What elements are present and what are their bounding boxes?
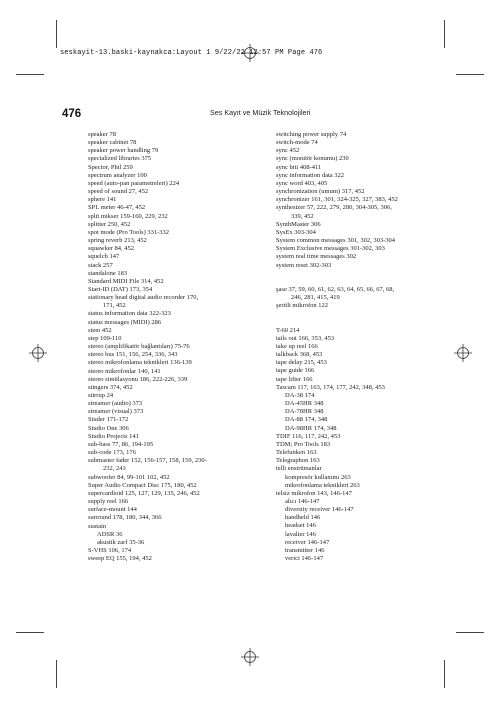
- index-entry: sweep EQ 155, 194, 452: [88, 555, 152, 563]
- index-entry: SynthMaster 306: [276, 220, 321, 228]
- index-entry: switch-mode 74: [276, 139, 318, 147]
- index-entry: System common messages 301, 302, 303-304: [276, 237, 395, 245]
- index-subentry: lavalier 146: [285, 530, 316, 538]
- index-entry: subwoofer 84, 99-101 102, 452: [88, 473, 170, 481]
- index-entry: SysEx 303-304: [276, 228, 316, 236]
- letter-group-gap: [276, 270, 426, 278]
- index-entry: Super Audio Compact Disc 175, 180, 452: [88, 481, 197, 489]
- index-entry: splitter 250, 452: [88, 220, 131, 228]
- index-entry: submaster fader 152, 156-157, 158, 159, 230-: [88, 457, 207, 465]
- index-entry: stirrup 24: [88, 392, 114, 399]
- index-entry: stereo bus 151, 156, 254, 336, 343: [88, 351, 178, 359]
- index-entry: stereo (amplifikatör bağlantıları) 75-76: [88, 343, 190, 351]
- index-entry: Telefunken 163: [276, 449, 317, 457]
- index-entry: stereo mikrofonlar 140, 141: [88, 367, 161, 375]
- index-entry: status information data 322-323: [88, 310, 171, 318]
- index-subentry: DA-78HR 348: [285, 408, 324, 416]
- letter-group-gap: [276, 310, 426, 318]
- index-entry-continuation: 171, 452: [103, 302, 126, 310]
- index-entry: talkback 368, 453: [276, 351, 323, 359]
- index-entry: tails out 166, 353, 453: [276, 334, 335, 342]
- index-entry: Standard MIDI File 314, 452: [88, 277, 164, 285]
- index-entry: tape delay 215, 453: [276, 359, 327, 367]
- crop-mark-top-left-horizontal: [16, 74, 44, 75]
- index-entry: status messages (MIDI) 286: [88, 318, 162, 326]
- index-entry: spot mode (Pro Tools) 331-332: [88, 228, 170, 236]
- index-entry: standalone 183: [88, 269, 128, 277]
- index-entry: telsiz mikrofon 143, 146-147: [276, 489, 352, 497]
- index-entry: spectrum analyzer 100: [88, 171, 147, 179]
- registration-mark-right-icon: [454, 344, 472, 362]
- index-subentry: kompresör kullanımı 263: [285, 473, 351, 481]
- index-subentry: diversity receiver 146-147: [285, 506, 354, 514]
- index-entry-continuation: 246, 281, 415, 419: [291, 294, 340, 302]
- index-entry: squelch 147: [88, 253, 120, 261]
- index-subentry: DA-38 174: [285, 391, 315, 399]
- index-subentry: headset 146: [285, 522, 316, 530]
- registration-mark-top-icon: [241, 44, 259, 62]
- index-entry: sustain: [88, 522, 107, 530]
- index-entry: T-60 214: [276, 326, 300, 334]
- index-entry: supercardioid 125, 127, 129, 135, 246, 452: [88, 489, 200, 497]
- index-subentry: DA-88 174, 348: [285, 416, 328, 424]
- index-entry: SPL meter 46-47, 452: [88, 204, 146, 212]
- index-entry: system reset 302-303: [276, 261, 332, 269]
- index-entry: TDIF 116, 117, 242, 453: [276, 432, 341, 440]
- index-entry: Tascam 117, 163, 174, 177, 242, 348, 453: [276, 383, 385, 391]
- index-entry: sync (monitör konumu) 230: [276, 155, 349, 163]
- index-entry: sphere 141: [88, 196, 117, 204]
- index-entry: specialized libraries 375: [88, 155, 152, 163]
- index-entry: speed of sound 27, 452: [88, 188, 149, 196]
- index-entry: sync biti 408-411: [276, 163, 322, 171]
- index-entry: speaker power handling 79: [88, 147, 159, 155]
- index-entry: şase 37, 59, 60, 61, 62, 63, 64, 65, 66, 67, 68,: [276, 285, 395, 293]
- index-subentry: transmitter 146: [285, 546, 325, 554]
- index-entry: system real time messages 302: [276, 253, 357, 261]
- index-entry: synthesizer 57, 222, 279, 280, 304-305, 306,: [276, 204, 392, 212]
- index-entry: tape lifter 166: [276, 375, 313, 383]
- index-entry: synchronizer 161, 301, 324-325, 327, 383, 452: [276, 196, 398, 204]
- index-entry: streamer (visual) 373: [88, 408, 144, 416]
- index-entry: stingers 374, 452: [88, 383, 133, 391]
- index-subentry: ADSR 36: [97, 530, 123, 538]
- index-subentry: receiver 146-147: [285, 538, 330, 546]
- index-entry: TDM; Pro Tools 183: [276, 440, 331, 448]
- index-column-left: [88, 131, 228, 563]
- index-entry: surface-mount 144: [88, 506, 137, 514]
- index-entry: stem 452: [88, 326, 112, 334]
- index-subentry: handheld 146: [285, 514, 321, 522]
- index-entry: streamer (audio) 373: [88, 400, 143, 408]
- index-entry: synchronization (umum) 317, 452: [276, 188, 365, 196]
- index-entry: speaker 78: [88, 131, 116, 138]
- index-entry-continuation: 339, 452: [291, 212, 314, 220]
- index-entry: Studer 171-172: [88, 416, 129, 424]
- index-subentry: mikrofonlama teknikleri 263: [285, 481, 360, 489]
- running-head: Ses Kayıt ve Müzik Teknolojileri: [210, 108, 311, 117]
- crop-mark-top-right-vertical: [444, 20, 445, 48]
- index-entry: stack 257: [88, 261, 113, 269]
- index-column-right: [276, 131, 426, 563]
- index-entry: sync word 403, 405: [276, 179, 328, 187]
- index-subentry: verici 146-147: [285, 555, 324, 563]
- index-entry: sync 452: [276, 147, 300, 155]
- index-entry: switching power supply 74: [276, 131, 347, 138]
- index-entry: squawker 84, 452: [88, 245, 135, 253]
- index-entry: telli enstrümanlar: [276, 465, 322, 473]
- crop-mark-bottom-left-horizontal: [16, 632, 44, 633]
- crop-mark-top-left-vertical: [56, 20, 57, 48]
- index-entry: System Exclusive messages 301-302, 303: [276, 245, 385, 253]
- index-entry: stationary head digital audio recorder 170,: [88, 294, 199, 302]
- index-subentry: DA-98HR 174, 348: [285, 424, 337, 432]
- index-entry: take up reel 166: [276, 343, 318, 350]
- index-entry: step 109-110: [88, 334, 122, 342]
- letter-group-gap: [276, 278, 426, 286]
- index-entry: sub-code 173, 176: [88, 449, 136, 457]
- index-entry: speed (auto-pan parametreleri) 224: [88, 179, 180, 187]
- index-subentry: DA-45HR 348: [285, 400, 324, 408]
- index-entry: S-VHS 106, 174: [88, 546, 132, 554]
- index-entry: sub-bass 77, 86, 194-195: [88, 440, 154, 448]
- index-entry: split mikser 159-160, 229, 232: [88, 212, 168, 220]
- index-entry: stereo mikrofonlama teknikleri 136-139: [88, 359, 192, 367]
- index-entry: speaker cabinet 78: [88, 139, 137, 147]
- crop-mark-bottom-left-vertical: [56, 660, 57, 688]
- registration-mark-left-icon: [29, 344, 47, 362]
- index-entry: tape guide 166: [276, 367, 315, 375]
- index-entry: sync information data 322: [276, 171, 345, 179]
- print-slug: seskayit-13.baski-kaynakca:Layout 1 9/22/22 12:57 PM Page 476: [60, 49, 323, 57]
- index-entry: spring reverb 213, 452: [88, 237, 147, 245]
- index-entry: Start-ID (DAT) 173, 354: [88, 285, 153, 293]
- index-entry-continuation: 232, 243: [103, 465, 126, 473]
- index-entry: Studio One 306: [88, 424, 129, 432]
- index-entry: supply reel 166: [88, 498, 129, 506]
- index-subentry: akustik zarf 35-36: [97, 538, 145, 546]
- index-entry: şeritli mikrofon 122: [276, 302, 328, 310]
- letter-group-gap: [276, 319, 426, 327]
- index-entry: Studio Projects 141: [88, 432, 139, 440]
- crop-mark-bottom-right-horizontal: [456, 632, 484, 633]
- crop-mark-top-right-horizontal: [456, 74, 484, 75]
- index-subentry: alıcı 146-147: [285, 497, 320, 505]
- page-number: 476: [62, 108, 82, 120]
- index-entry: Spector, Phil 259: [88, 163, 133, 171]
- crop-mark-bottom-right-vertical: [444, 660, 445, 688]
- index-entry: surround 178, 180, 344, 366: [88, 514, 162, 522]
- registration-mark-bottom-icon: [241, 648, 259, 666]
- index-entry: stereo simülasyonu 186, 222-226, 339: [88, 375, 188, 383]
- index-entry: Telegraphon 163: [276, 457, 320, 465]
